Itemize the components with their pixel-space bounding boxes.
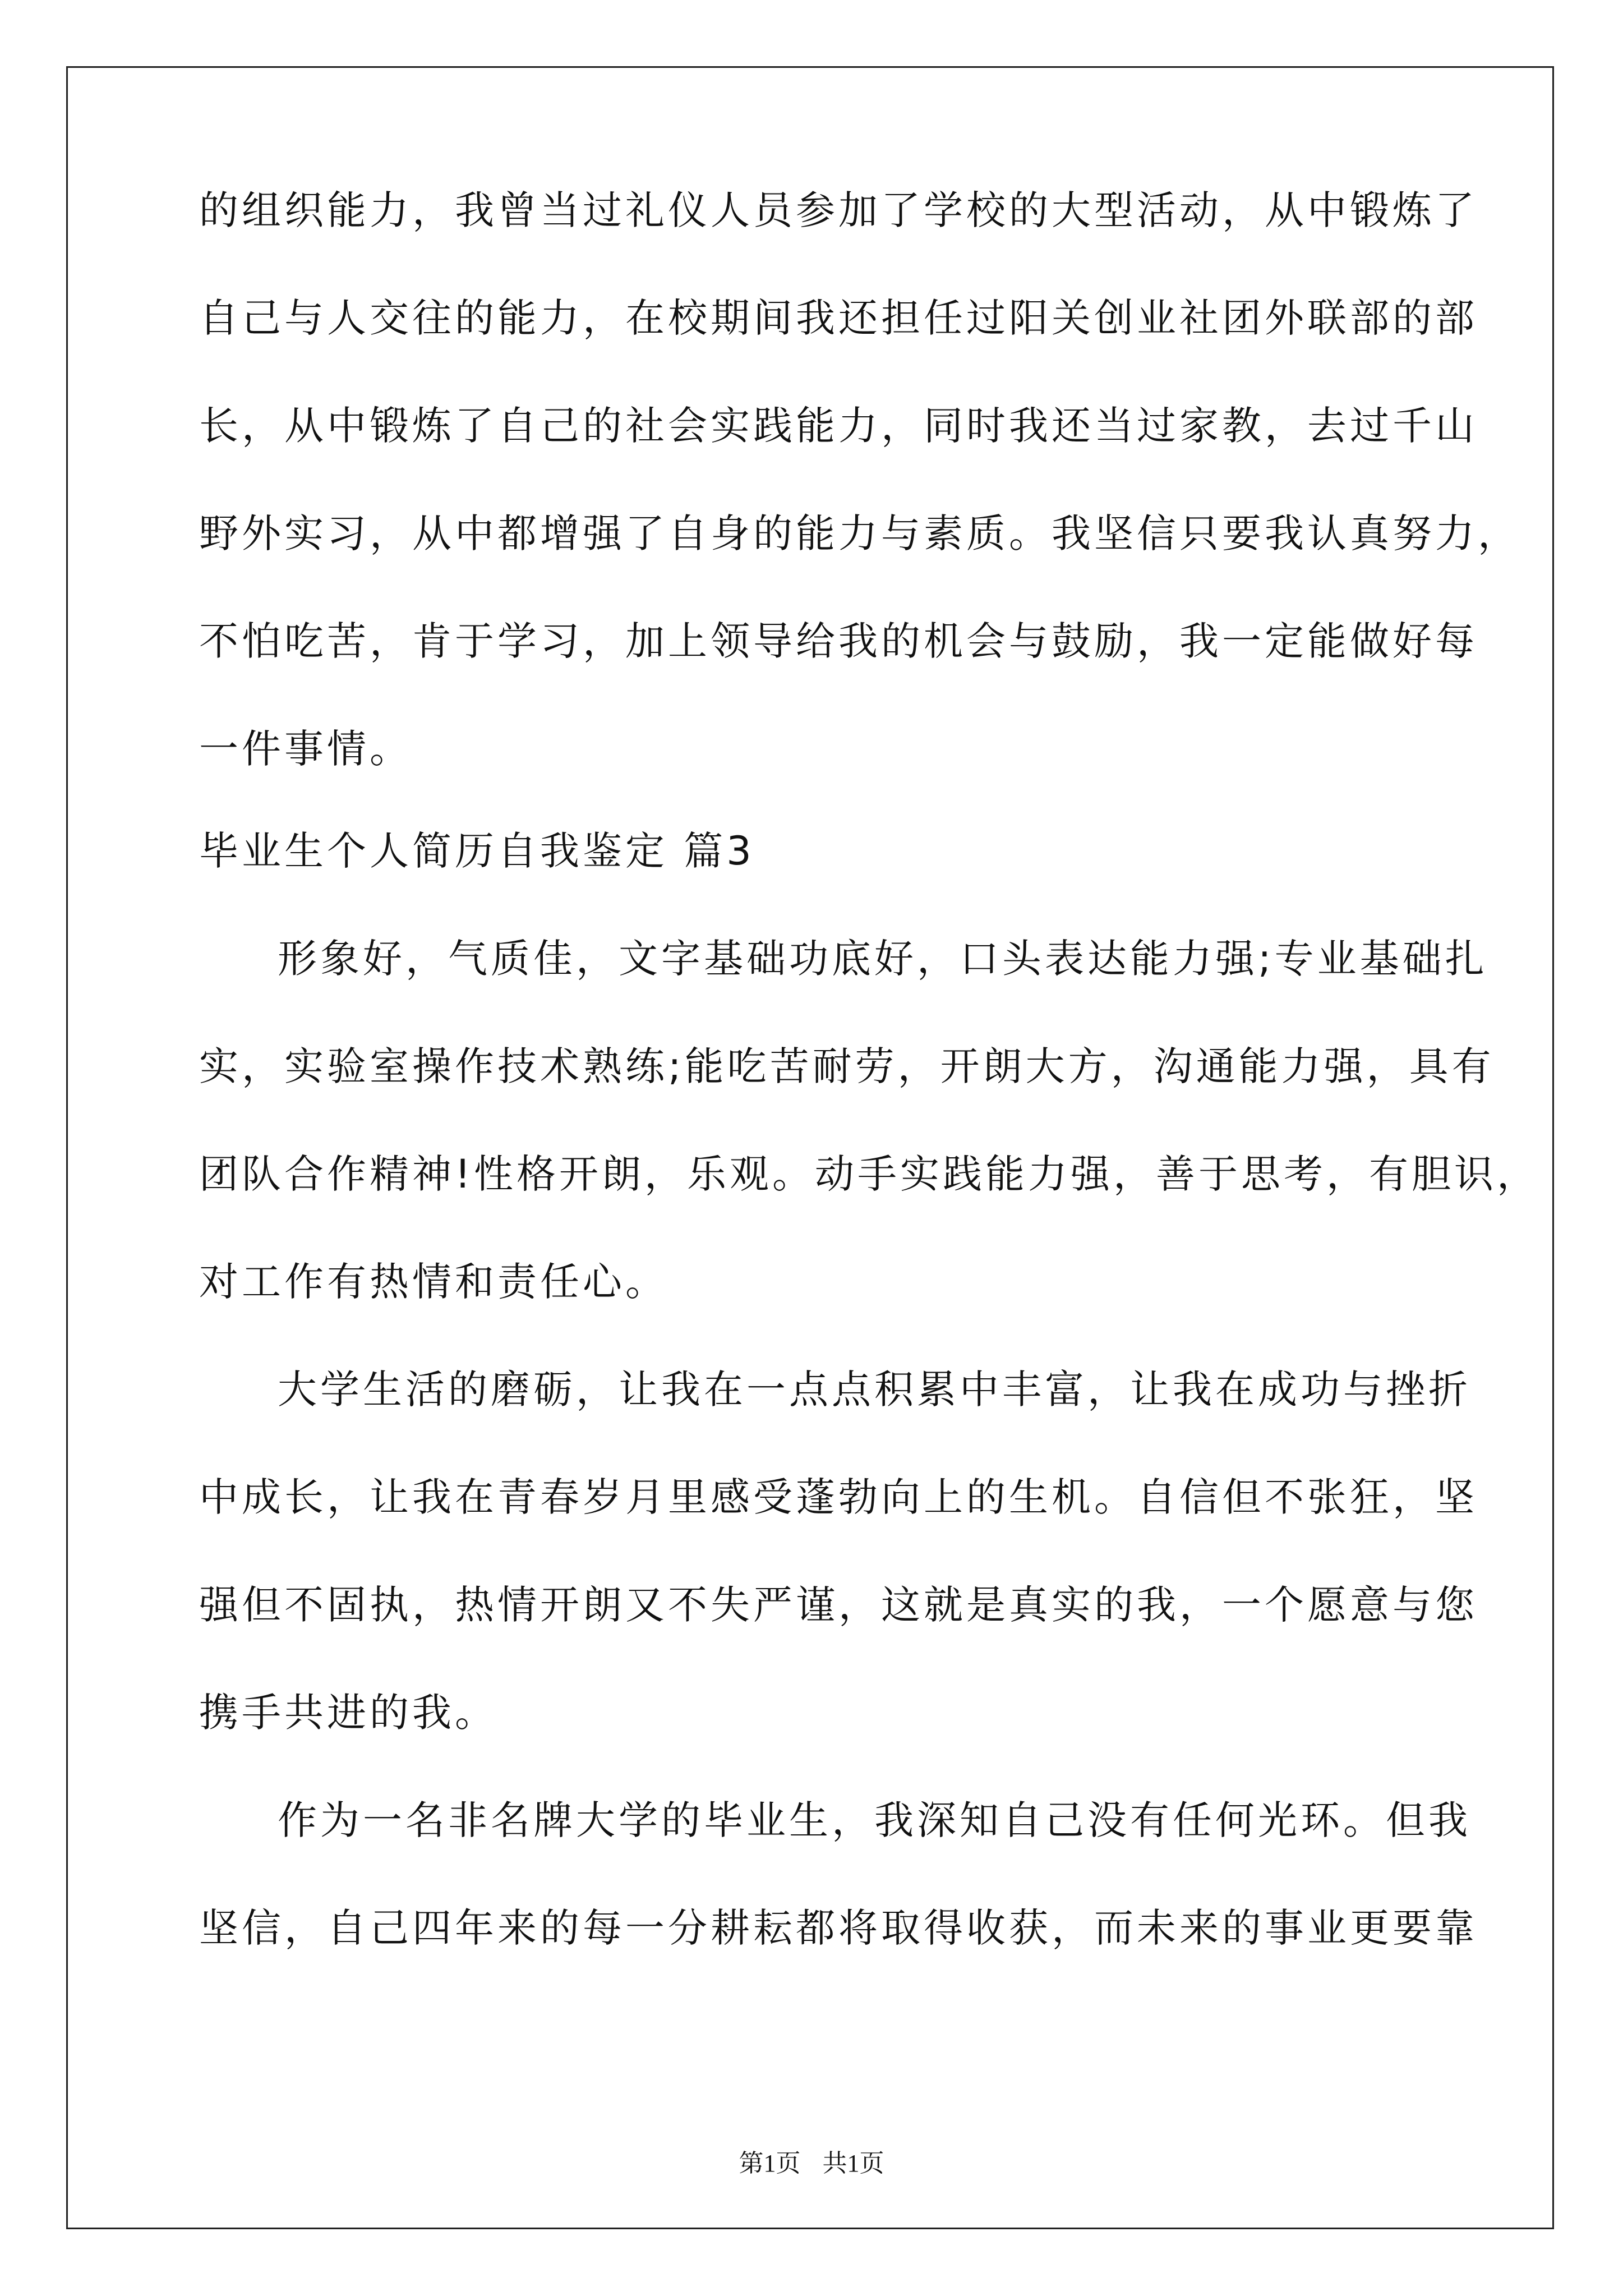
text-line: 强但不固执，热情开朗又不失严谨，这就是真实的我，一个愿意与您 (199, 1582, 1478, 1628)
text-line: 的组织能力，我曾当过礼仪人员参加了学校的大型活动，从中锻炼了 (199, 187, 1478, 233)
page-total: 共1页 (822, 2150, 884, 2177)
text-line: 大学生活的磨砺，让我在一点点积累中丰富，让我在成功与挫折 (278, 1366, 1471, 1412)
text-line: 对工作有热情和责任心。 (199, 1259, 668, 1305)
text-line: 不怕吃苦，肯于学习，加上领导给我的机会与鼓励，我一定能做好每 (199, 618, 1478, 664)
text-line: 野外实习，从中都增强了自身的能力与素质。我坚信只要我认真努力， (199, 510, 1520, 556)
section-heading: 毕业生个人简历自我鉴定 篇3 (199, 828, 755, 874)
text-line: 携手共进的我。 (199, 1690, 497, 1736)
page-number: 第1页 (739, 2150, 801, 2177)
text-line: 一件事情。 (199, 726, 412, 772)
text-line: 团队合作精神!性格开朗，乐观。动手实践能力强，善于思考，有胆识， (199, 1151, 1540, 1197)
page-footer (0, 2143, 1623, 2179)
text-line: 坚信，自己四年来的每一分耕耘都将取得收获，而未来的事业更要靠 (199, 1905, 1478, 1951)
text-line: 长，从中锻炼了自己的社会实践能力，同时我还当过家教，去过千山 (199, 403, 1478, 449)
text-line: 自己与人交往的能力，在校期间我还担任过阳关创业社团外联部的部 (199, 295, 1478, 341)
text-line: 中成长，让我在青春岁月里感受蓬勃向上的生机。自信但不张狂，坚 (199, 1474, 1478, 1520)
text-line: 作为一名非名牌大学的毕业生，我深知自己没有任何光环。但我 (278, 1797, 1471, 1843)
text-line: 实，实验室操作技术熟练;能吃苦耐劳，开朗大方，沟通能力强，具有 (199, 1043, 1495, 1089)
text-line: 形象好，气质佳，文字基础功底好，口头表达能力强;专业基础扎 (278, 936, 1488, 982)
